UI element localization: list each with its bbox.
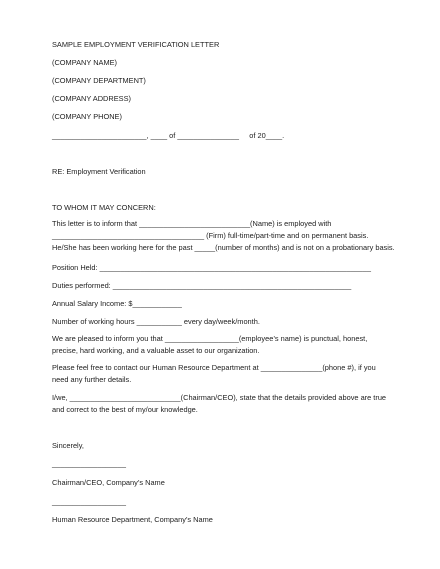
annual-salary: Annual Salary Income: $____________: [52, 299, 182, 308]
date-line: _______________________, ____ of _______________ of 20____.: [52, 131, 285, 140]
closing: Sincerely,: [52, 441, 84, 450]
contact-line-2: need any further details.: [52, 375, 132, 385]
signer-2: Human Resource Department, Company’s Name: [52, 515, 213, 524]
letter-title: SAMPLE EMPLOYMENT VERIFICATION LETTER: [52, 40, 220, 49]
company-department: (COMPANY DEPARTMENT): [52, 76, 146, 85]
contact-line-1: Please feel free to contact our Human Resource Department at _______________(phone #), if you: [52, 363, 376, 372]
signer-1: Chairman/CEO, Company’s Name: [52, 478, 165, 487]
position-held: Position Held: __________________________________________________________________: [52, 263, 371, 272]
commendation-paragraph: [52, 333, 397, 357]
commendation-line-2: precise, hard working, and a valuable asset to our organization.: [52, 346, 260, 356]
employment-line-3: He/She has been working here for the past _____(number of months) and is not on a probationary basis.: [52, 243, 395, 253]
signature-line-2: __________________: [52, 497, 126, 506]
employment-line-2: _____________________________________ (Firm) full-time/part-time and on permanent basis.: [52, 231, 369, 241]
employment-line-1: This letter is to inform that ___________________________(Name) is employed with: [52, 219, 332, 228]
re-line: RE: Employment Verification: [52, 167, 146, 176]
duties-performed: Duties performed: __________________________________________________________: [52, 281, 352, 290]
company-address: (COMPANY ADDRESS): [52, 94, 131, 103]
declaration-line-1: I/we, ___________________________(Chairman/CEO), state that the details provided above are true: [52, 393, 387, 402]
contact-paragraph: [52, 362, 397, 386]
declaration-paragraph: [52, 392, 397, 416]
working-hours: Number of working hours ___________ every day/week/month.: [52, 317, 260, 326]
employment-paragraph: [52, 218, 397, 255]
salutation: TO WHOM IT MAY CONCERN:: [52, 203, 156, 212]
signature-line-1: __________________: [52, 459, 126, 468]
declaration-line-2: and correct to the best of my/our knowledge.: [52, 405, 198, 415]
company-name: (COMPANY NAME): [52, 58, 118, 67]
company-phone: (COMPANY PHONE): [52, 112, 122, 121]
commendation-line-1: We are pleased to inform you that __________________(employee’s name) is punctual, honest,: [52, 334, 368, 343]
